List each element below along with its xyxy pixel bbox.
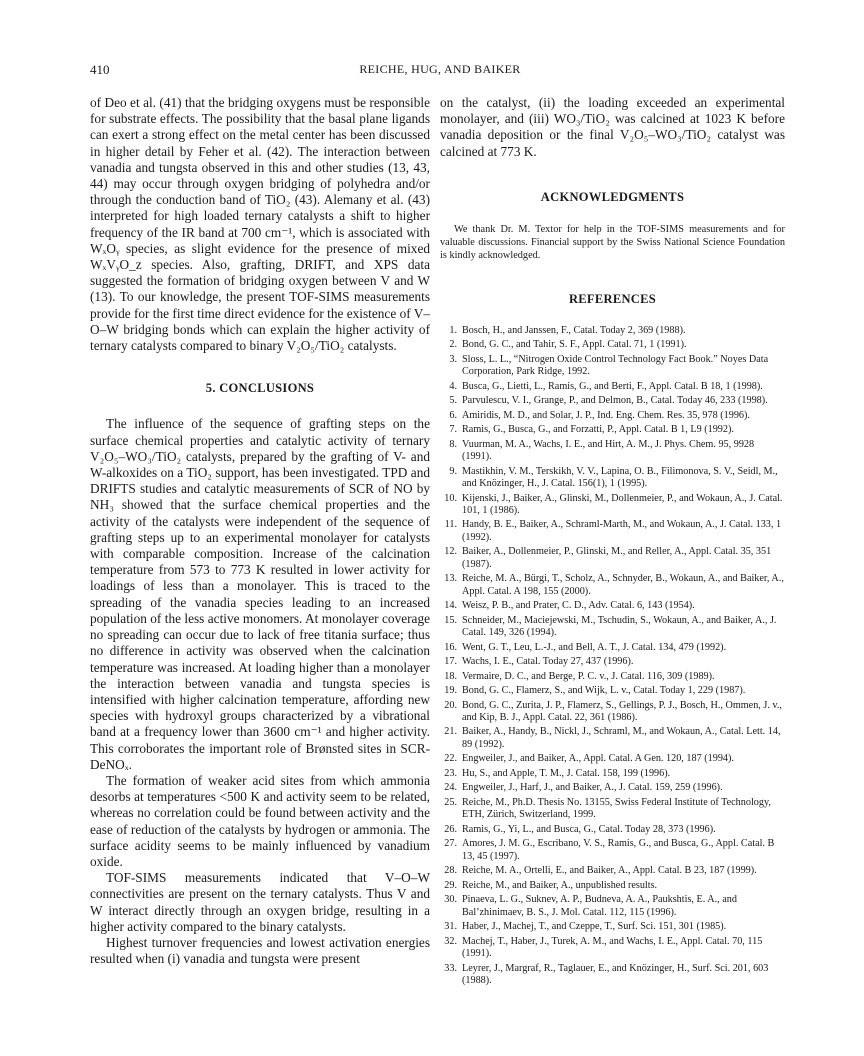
reference-item — [440, 410, 785, 422]
reference-item — [440, 894, 785, 919]
reference-number: 2. — [449, 339, 457, 351]
references-heading: REFERENCES — [568, 291, 657, 306]
reference-number: 28. — [444, 865, 457, 877]
right-column — [440, 95, 785, 989]
reference-item — [440, 753, 785, 765]
conclusions-continuation: on the catalyst, (ii) the loading exceeded an experimental monolayer, and (iii) WO₃/TiO₂ was calcined at 1023 K before vanadia deposition or the final V₂O₅–WO₃/TiO₂ catalyst was calcined at 773 K. — [440, 95, 785, 159]
reference-text: Reiche, M. A., Bürgi, T., Scholz, A., Schnyder, B., Wokaun, A., and Baiker, A., Appl. Catal. A 198, 155 (2000). — [462, 573, 784, 597]
reference-number: 30. — [444, 894, 457, 906]
reference-number: 3. — [449, 353, 457, 365]
reference-number: 16. — [444, 641, 457, 653]
conclusions-paragraph-3: TOF-SIMS measurements indicated that V–O–W connectivities are present on the ternary catalysts. Thus V and W interact directly through an oxygen bridge, resulting in a higher activity compared to the binary catalysts. — [90, 870, 430, 934]
reference-number: 6. — [449, 409, 457, 421]
reference-text: Kijenski, J., Baiker, A., Glinski, M., Dollenmeier, P., and Wokaun, A., J. Catal. 101, 1 (1986). — [462, 492, 783, 516]
discussion-paragraph: of Deo et al. (41) that the bridging oxygens must be responsible for substrate effects. The possibility that the basal plane ligands can exert a strong effect on the metal center has been discussed in higher detail by Feher et al. (42). The interaction between vanadia and tungsta observed in this and other studies (13, 43, 44) may occur through oxygen bridging of polyhedra and/or through the conduction band of TiO₂ (43). Alemany et al. (43) interpreted for high loaded ternary catalysts a shift to higher frequency of the IR band at 700 cm⁻¹, which is associated with WₓOᵧ species, as slight evidence for the presence of mixed WₓVᵧO_z species. Also, grafting, DRIFT, and XPS data suggested the formation of bridging oxygen between V and W (13). To our knowledge, the present TOF-SIMS measurements provide for the first time direct evidence for the existence of V–O–W bridging bonds which can explain the higher activity of ternary catalysts compared to binary V₂O₅/TiO₂ catalysts. — [90, 95, 430, 354]
reference-number: 22. — [444, 753, 457, 765]
reference-item — [440, 466, 785, 491]
reference-item — [440, 671, 785, 683]
reference-text: Reiche, M., and Baiker, A., unpublished results. — [462, 879, 658, 891]
reference-item — [440, 395, 785, 407]
reference-item — [440, 339, 785, 351]
reference-item — [440, 642, 785, 654]
reference-text: Reiche, M. A., Ortelli, E., and Baiker, A., Appl. Catal. B 23, 187 (1999). — [462, 865, 757, 877]
reference-item — [440, 439, 785, 464]
reference-text: Amiridis, M. D., and Solar, J. P., Ind. Eng. Chem. Res. 35, 978 (1996). — [462, 409, 750, 421]
reference-item — [440, 768, 785, 780]
conclusions-paragraph-2: The formation of weaker acid sites from which ammonia desorbs at temperatures <500 K and activity seem to be related, whereas no correlation could be found between activity and the ease of reduction of the catalysts by hydrogen or ammonia. The surface acidity seems to be mainly influenced by vanadium oxide. — [90, 772, 430, 869]
reference-number: 14. — [444, 600, 457, 612]
reference-number: 18. — [444, 670, 457, 682]
reference-number: 17. — [444, 656, 457, 668]
reference-item — [440, 865, 785, 877]
reference-text: Schneider, M., Maciejewski, M., Tschudin, S., Wokaun, A., and Baiker, A., J. Catal. 149, 326 (1994). — [462, 614, 777, 639]
reference-item — [440, 656, 785, 668]
reference-text: Amores, J. M. G., Escribano, V. S., Ramis, G., and Busca, G., Appl. Catal. B 13, 45 (1997). — [462, 838, 775, 862]
reference-text: Engweiler, J., and Baiker, A., Appl. Catal. A Gen. 120, 187 (1994). — [462, 753, 734, 765]
reference-number: 19. — [444, 685, 457, 697]
reference-text: Wachs, I. E., Catal. Today 27, 437 (1996). — [462, 656, 634, 668]
reference-text: Haber, J., Machej, T., and Czeppe, T., Surf. Sci. 151, 301 (1985). — [462, 921, 727, 933]
reference-item — [440, 963, 785, 988]
reference-text: Bond, G. C., Flamerz, S., and Wijk, L. v., Catal. Today 1, 229 (1987). — [462, 685, 746, 697]
reference-text: Pinaeva, L. G., Suknev, A. P., Budneva, A. A., Paukshtis, E. A., and Bal’zhinimaev, B. S., J. Mol. Catal. 112, 115 (1996). — [462, 894, 737, 918]
reference-item — [440, 615, 785, 640]
reference-number: 33. — [444, 962, 457, 974]
reference-item — [440, 573, 785, 598]
reference-number: 23. — [444, 767, 457, 779]
reference-item — [440, 838, 785, 863]
reference-text: Bosch, H., and Janssen, F., Catal. Today 2, 369 (1988). — [462, 324, 686, 336]
reference-number: 9. — [449, 465, 457, 477]
acknowledgments-text: We thank Dr. M. Textor for help in the TOF-SIMS measurements and for valuable discussions. Financial support by the Swiss National Science Foundation is kindly acknowledged. — [440, 223, 785, 261]
reference-number: 21. — [444, 726, 457, 738]
reference-item — [440, 700, 785, 725]
reference-text: Baiker, A., Handy, B., Nickl, J., Schraml, M., and Wokaun, A., Catal. Lett. 14, 89 (1992). — [462, 726, 781, 750]
reference-item — [440, 726, 785, 751]
reference-text: Engweiler, J., Harf, J., and Baiker, A., J. Catal. 159, 259 (1996). — [462, 782, 723, 794]
reference-number: 12. — [444, 546, 457, 558]
reference-item — [440, 519, 785, 544]
reference-item — [440, 381, 785, 393]
reference-number: 20. — [444, 699, 457, 711]
reference-text: Bond, G. C., and Tahir, S. F., Appl. Catal. 71, 1 (1991). — [462, 339, 687, 351]
reference-text: Ramis, G., Yi, L., and Busca, G., Catal. Today 28, 373 (1996). — [462, 823, 716, 835]
reference-number: 4. — [449, 380, 457, 392]
reference-text: Weisz, P. B., and Prater, C. D., Adv. Catal. 6, 143 (1954). — [462, 600, 695, 612]
left-column — [90, 95, 430, 967]
reference-number: 1. — [449, 324, 457, 336]
page-number: 410 — [90, 62, 110, 77]
reference-text: Machej, T., Haber, J., Turek, A. M., and Wachs, I. E., Appl. Catal. 70, 115 (1991). — [462, 935, 763, 959]
reference-item — [440, 325, 785, 337]
reference-text: Parvulescu, V. I., Grange, P., and Delmon, B., Catal. Today 46, 233 (1998). — [462, 395, 768, 407]
reference-text: Bond, G. C., Zurita, J. P., Flamerz, S., Gellings, P. J., Bosch, H., Ommen, J. v., and Kip, B. J., Appl. Catal. 22, 361 (1986). — [462, 699, 782, 723]
reference-text: Mastikhin, V. M., Terskikh, V. V., Lapina, O. B., Filimonova, S. V., Seidl, M., and Knözinger, H., J. Catal. 156(1), 1 (1995). — [462, 465, 778, 490]
reference-text: Went, G. T., Leu, L.-J., and Bell, A. T., J. Catal. 134, 479 (1992). — [462, 641, 727, 653]
reference-item — [440, 546, 785, 571]
reference-text: Baiker, A., Dollenmeier, P., Glinski, M., and Reller, A., Appl. Catal. 35, 351 (1987). — [462, 546, 772, 570]
reference-number: 27. — [444, 838, 457, 850]
reference-list — [440, 325, 785, 988]
running-head: REICHE, HUG, AND BAIKER — [359, 62, 521, 76]
reference-number: 24. — [444, 782, 457, 794]
reference-text: Handy, B. E., Baiker, A., Schraml-Marth, M., and Wokaun, A., J. Catal. 133, 1 (1992). — [462, 519, 782, 543]
conclusions-paragraph-4: Highest turnover frequencies and lowest activation energies resulted when (i) vanadia and tungsta were present — [90, 934, 430, 967]
reference-number: 11. — [444, 519, 457, 531]
reference-item — [440, 797, 785, 822]
reference-number: 29. — [444, 879, 457, 891]
reference-number: 32. — [444, 935, 457, 947]
reference-number: 8. — [449, 438, 457, 450]
reference-number: 10. — [444, 492, 457, 504]
reference-item — [440, 424, 785, 436]
reference-text: Ramis, G., Busca, G., and Forzatti, P., Appl. Catal. B 1, L9 (1992). — [462, 424, 734, 436]
reference-item — [440, 936, 785, 961]
reference-item — [440, 880, 785, 892]
reference-number: 5. — [449, 395, 457, 407]
conclusions-paragraph-1: The influence of the sequence of grafting steps on the surface chemical properties and catalytic activity of ternary V₂O₅–WO₃/TiO₂ catalysts, prepared by the grafting of V- and W-alkoxides on a TiO₂ support, has been investigated. TPD and DRIFTS studies and catalytic measurements of SCR of NO by NH₃ showed that the surface chemical properties and the activity of the catalysts were independent of the sequence of grafting steps up to an experimental monolayer for catalysts with comparable composition. Increase of the calcination temperature from 573 to 773 K resulted in lower activity for loadings of less than a monolayer. This is traced to the spreading of the vanadia species leading to an increased population of the less active monomers. At monolayer coverage no spreading can occur due to lack of free titania surface; thus no difference in activity was observed when the calcination temperature was increased. At loading higher than a monolayer the interaction between vanadia and tungsta species is intensified with higher calcination temperature, affording new species with hydroxyl groups characterized by a vibrational band at a frequency lower than 3600 cm⁻¹ and higher activity. This corroborates the important role of Brønsted sites in SCR-DeNOₓ. — [90, 416, 430, 772]
acknowledgments-heading: ACKNOWLEDGMENTS — [540, 189, 685, 204]
reference-text: Sloss, L. L., “Nitrogen Oxide Control Technology Fact Book.” Noyes Data Corporation, Park Ridge, 1992. — [462, 353, 769, 378]
reference-item — [440, 782, 785, 794]
reference-item — [440, 824, 785, 836]
reference-text: Leyrer, J., Margraf, R., Taglauer, E., and Knözinger, H., Surf. Sci. 201, 603 (1988). — [462, 962, 769, 986]
reference-text: Hu, S., and Apple, T. M., J. Catal. 158, 199 (1996). — [462, 767, 671, 779]
reference-text: Reiche, M., Ph.D. Thesis No. 13155, Swiss Federal Institute of Technology, ETH, Zürich, Switzerland, 1999. — [462, 796, 771, 821]
reference-number: 25. — [444, 796, 457, 808]
reference-text: Busca, G., Lietti, L., Ramis, G., and Berti, F., Appl. Catal. B 18, 1 (1998). — [462, 380, 763, 392]
reference-number: 15. — [444, 614, 457, 626]
reference-text: Vuurman, M. A., Wachs, I. E., and Hirt, A. M., J. Phys. Chem. 95, 9928 (1991). — [462, 438, 755, 463]
reference-item — [440, 921, 785, 933]
reference-text: Vermaire, D. C., and Berge, P. C. v., J. Catal. 116, 309 (1989). — [462, 670, 715, 682]
reference-item — [440, 354, 785, 379]
reference-item — [440, 493, 785, 518]
reference-number: 7. — [449, 424, 457, 436]
reference-item — [440, 600, 785, 612]
conclusions-heading: 5. CONCLUSIONS — [205, 381, 315, 396]
reference-number: 26. — [444, 823, 457, 835]
page-header — [90, 62, 790, 82]
reference-item — [440, 685, 785, 697]
reference-number: 13. — [444, 573, 457, 585]
reference-number: 31. — [444, 921, 457, 933]
